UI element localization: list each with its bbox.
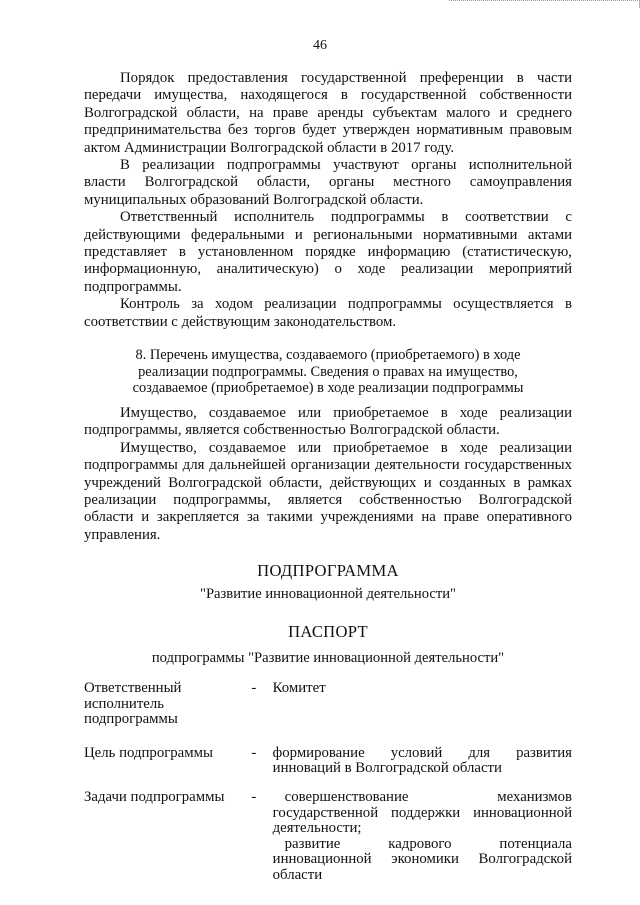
passport-row-goal	[84, 746, 572, 777]
passport-dash: -	[251, 744, 257, 761]
subprogram-name-block	[84, 586, 572, 603]
passport-value-executor: Комитет	[272, 680, 326, 696]
paragraph-preference: Порядок предоставления государственной преференции в части передачи имущества, находящегося в государственной собственности Волгоградской области, на праве аренды субъектам малого и среднего предпринимательства без торгов будет утвержден нормативным правовым актом Администрации Волгоградской области в 2017 году.	[84, 70, 572, 156]
passport-row-tasks	[84, 790, 572, 884]
passport-value-tasks	[269, 790, 572, 884]
subprogram-name: "Развитие инновационной деятельности"	[199, 586, 457, 602]
paragraph-property-institutions: Имущество, создаваемое или приобретаемое в ходе реализации подпрограммы для дальнейшей организации деятельности государственных учреждений Волгоградской области, действующих и созданных в рамках реализации подпрограммы, является собственностью Волгоградской области и закрепляется за такими учреждениями на праве оперативного управления.	[84, 439, 572, 543]
passport-heading-block	[84, 622, 572, 642]
paragraph-reporting: Ответственный исполнитель подпрограммы в соответствии с действующими федеральными и региональными нормативными актами представляет в установленном порядке информацию (статистическую, информационную, аналитическую) о ходе реализации мероприятий подпрограммы.	[84, 209, 572, 295]
section-8-title-line-2: реализации подпрограммы. Сведения о правах на имущество,	[138, 363, 518, 380]
section-8-paragraphs	[84, 405, 572, 544]
passport-row-executor	[84, 681, 572, 728]
intro-paragraphs	[84, 70, 572, 331]
subprogram-heading-block	[84, 561, 572, 581]
passport-heading: ПАСПОРТ	[288, 622, 368, 641]
section-8-title-line-3: создаваемое (приобретаемое) в ходе реализации подпрограммы	[132, 380, 524, 396]
paragraph-property-ownership: Имущество, создаваемое или приобретаемое в ходе реализации подпрограммы, является собственностью Волгоградской области.	[84, 405, 572, 439]
section-8-title	[84, 347, 572, 397]
passport-task-1: совершенствование механизмов государственной поддержки инновационной деятельности;	[272, 788, 572, 837]
passport-task-2: развитие кадрового потенциала инновационной экономики Волгоградской области	[272, 835, 572, 883]
passport-value-goal: формирование условий для развития инноваций в Волгоградской области	[272, 744, 572, 777]
passport-subtitle-block	[84, 650, 572, 667]
passport-label-goal: Цель подпрограммы	[84, 744, 213, 761]
passport-dash: -	[251, 788, 257, 805]
page-number: 46	[313, 38, 327, 53]
scan-edge-mark	[449, 0, 640, 8]
passport-subtitle: подпрограммы "Развитие инновационной деятельности"	[151, 650, 505, 666]
passport-label-tasks: Задачи подпрограммы	[84, 788, 225, 805]
subprogram-heading: ПОДПРОГРАММА	[257, 561, 399, 580]
passport-dash: -	[251, 680, 257, 696]
passport-table-block	[84, 681, 572, 884]
paragraph-control: Контроль за ходом реализации подпрограммы осуществляется в соответствии с действующим законодательством.	[84, 296, 572, 330]
passport-label-executor: Ответственный исполнитель подпрограммы	[84, 680, 182, 728]
paragraph-participants: В реализации подпрограммы участвуют органы исполнительной власти Волгоградской области, органы местного самоуправления муниципальных образований Волгоградской области.	[84, 157, 572, 208]
section-8-title-line-1: 8. Перечень имущества, создаваемого (приобретаемого) в ходе	[135, 347, 521, 363]
passport-table	[84, 681, 572, 884]
